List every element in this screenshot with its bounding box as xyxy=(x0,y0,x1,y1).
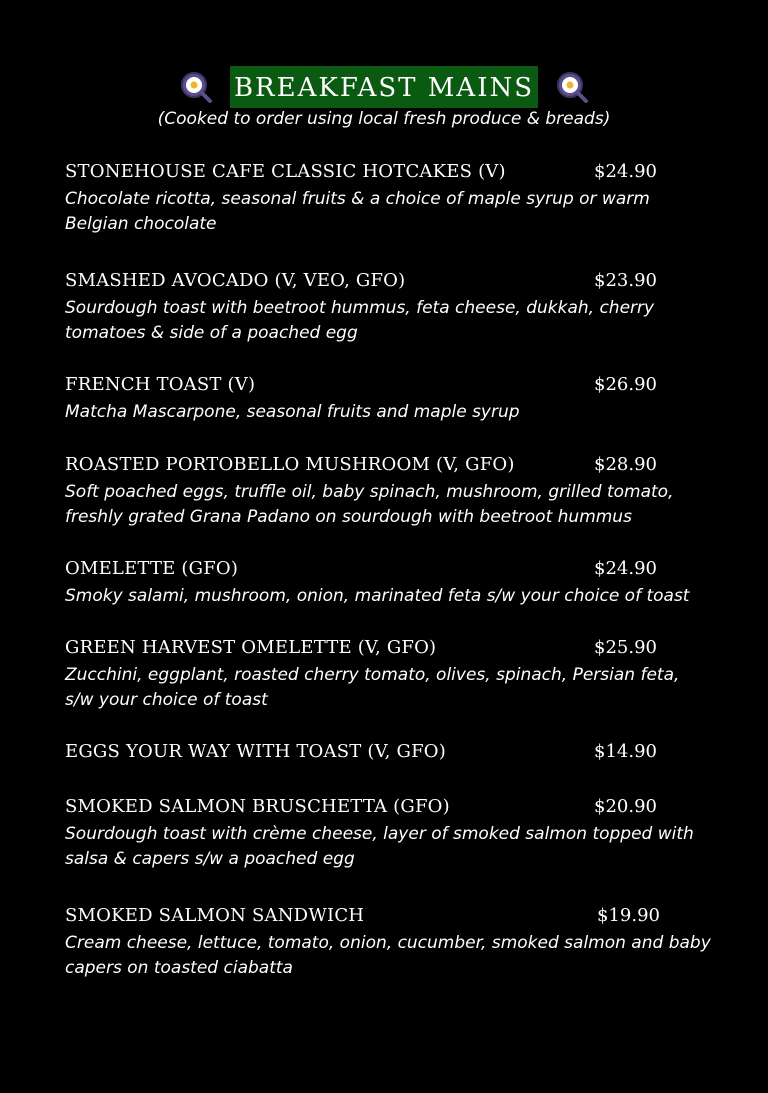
item-name: SMASHED AVOCADO (V, VEO, GFO) xyxy=(65,270,406,291)
item-price: $24.90 xyxy=(594,161,657,182)
item-name: GREEN HARVEST OMELETTE (V, GFO) xyxy=(65,637,437,658)
item-description: Zucchini, eggplant, roasted cherry tomato, olives, spinach, Persian feta, s/w your choice of toast xyxy=(65,665,680,710)
item-price: $20.90 xyxy=(594,796,657,817)
item-name: OMELETTE (GFO) xyxy=(65,558,239,579)
item-name: SMOKED SALMON SANDWICH xyxy=(65,905,365,926)
menu-item xyxy=(65,741,715,767)
menu-title: BREAKFAST MAINS xyxy=(230,66,538,108)
menu-header xyxy=(0,66,768,108)
menu-item xyxy=(65,454,715,530)
item-description: Smoky salami, mushroom, onion, marinated feta s/w your choice of toast xyxy=(65,586,690,606)
item-price: $23.90 xyxy=(594,270,657,291)
menu-item xyxy=(65,796,715,872)
item-price: $19.90 xyxy=(597,905,660,926)
item-price: $26.90 xyxy=(594,374,657,395)
menu-item xyxy=(65,161,715,237)
item-description: Soft poached eggs, truffle oil, baby spinach, mushroom, grilled tomato, freshly grated Grana Padano on sourdough with beetroot hummus xyxy=(65,482,674,527)
item-name: FRENCH TOAST (V) xyxy=(65,374,256,395)
fried-egg-pan-icon xyxy=(556,71,588,103)
item-name: SMOKED SALMON BRUSCHETTA (GFO) xyxy=(65,796,450,817)
item-name: EGGS YOUR WAY WITH TOAST (V, GFO) xyxy=(65,741,446,762)
menu-item xyxy=(65,374,715,425)
item-description: Sourdough toast with crème cheese, layer of smoked salmon topped with salsa & capers s/w a poached egg xyxy=(65,824,694,869)
menu-subtitle: (Cooked to order using local fresh produce & breads) xyxy=(157,109,611,129)
item-name: STONEHOUSE CAFE CLASSIC HOTCAKES (V) xyxy=(65,161,506,182)
item-description: Chocolate ricotta, seasonal fruits & a choice of maple syrup or warm Belgian chocolate xyxy=(65,189,650,234)
menu-item xyxy=(65,558,715,609)
item-price: $14.90 xyxy=(594,741,657,762)
item-name: ROASTED PORTOBELLO MUSHROOM (V, GFO) xyxy=(65,454,515,475)
fried-egg-pan-icon xyxy=(180,71,212,103)
item-description: Sourdough toast with beetroot hummus, feta cheese, dukkah, cherry tomatoes & side of a poached egg xyxy=(65,298,655,343)
menu-item xyxy=(65,905,715,981)
item-price: $24.90 xyxy=(594,558,657,579)
item-price: $28.90 xyxy=(594,454,657,475)
menu-item xyxy=(65,637,715,713)
item-price: $25.90 xyxy=(594,637,657,658)
item-description: Matcha Mascarpone, seasonal fruits and maple syrup xyxy=(65,402,520,422)
menu-item xyxy=(65,270,715,346)
item-description: Cream cheese, lettuce, tomato, onion, cucumber, smoked salmon and baby capers on toasted ciabatta xyxy=(65,933,711,978)
